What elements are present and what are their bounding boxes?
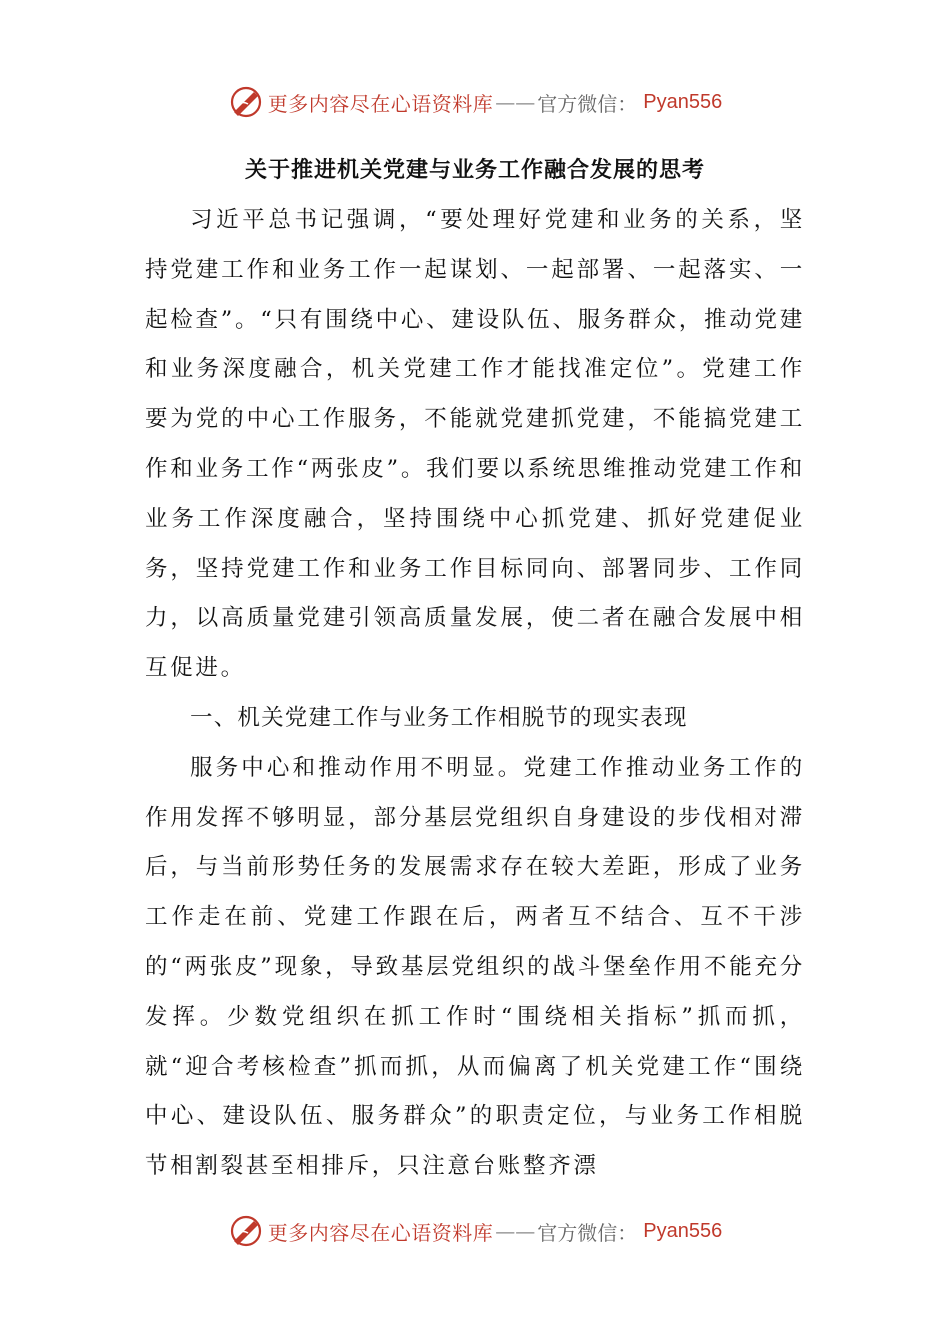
banner-site-text: 更多内容尽在心语资料库 bbox=[267, 1220, 494, 1245]
footer-watermark-banner bbox=[0, 1211, 950, 1251]
header-watermark-banner bbox=[0, 82, 950, 122]
body-paragraph: 服务中心和推动作用不明显。党建工作推动业务工作的作用发挥不够明显，部分基层党组织自身建设的步伐相对滞后，与当前形势任务的发展需求存在较大差距，形成了业务工作走在前、党建工作跟在后，两者互不结合、互不干涉的“两张皮”现象，导致基层党组织的战斗堡垒作用不能充分发挥。少数党组织在抓工作时“围绕相关指标”抓而抓，就“迎合考核检查”抓而抓，从而偏离了机关党建工作“围绕中心、建设队伍、服务群众”的职责定位，与业务工作相脱节相割裂甚至相排斥，只注意台账整齐漂 bbox=[145, 754, 805, 1180]
banner-site-text: 更多内容尽在心语资料库 bbox=[267, 91, 494, 116]
pen-nib-logo-icon bbox=[228, 1213, 264, 1249]
section-heading: 一、机关党建工作与业务工作相脱节的现实表现 bbox=[190, 704, 688, 731]
banner-dash: —— bbox=[495, 1219, 536, 1243]
pen-nib-logo-icon bbox=[228, 84, 264, 120]
banner-wechat-id: Pyan556 bbox=[643, 1219, 723, 1242]
banner-dash: —— bbox=[495, 90, 536, 114]
document-title: 关于推进机关党建与业务工作融合发展的思考 bbox=[244, 157, 705, 183]
banner-official-label: 官方微信： bbox=[537, 1220, 638, 1245]
document-body bbox=[145, 196, 805, 1192]
banner-wechat-id: Pyan556 bbox=[643, 90, 723, 113]
body-paragraph: 习近平总书记强调，“要处理好党建和业务的关系，坚持党建工作和业务工作一起谋划、一起部署、一起落实、一起检查”。“只有围绕中心、建设队伍、服务群众，推动党建和业务深度融合，机关党建工作才能找准定位”。党建工作要为党的中心工作服务，不能就党建抓党建，不能搞党建工作和业务工作“两张皮”。我们要以系统思维推动党建工作和业务工作深度融合，坚持围绕中心抓党建、抓好党建促业务，坚持党建工作和业务工作目标同向、部署同步、工作同力，以高质量党建引领高质量发展，使二者在融合发展中相互促进。 bbox=[145, 207, 805, 682]
banner-official-label: 官方微信： bbox=[537, 91, 638, 116]
